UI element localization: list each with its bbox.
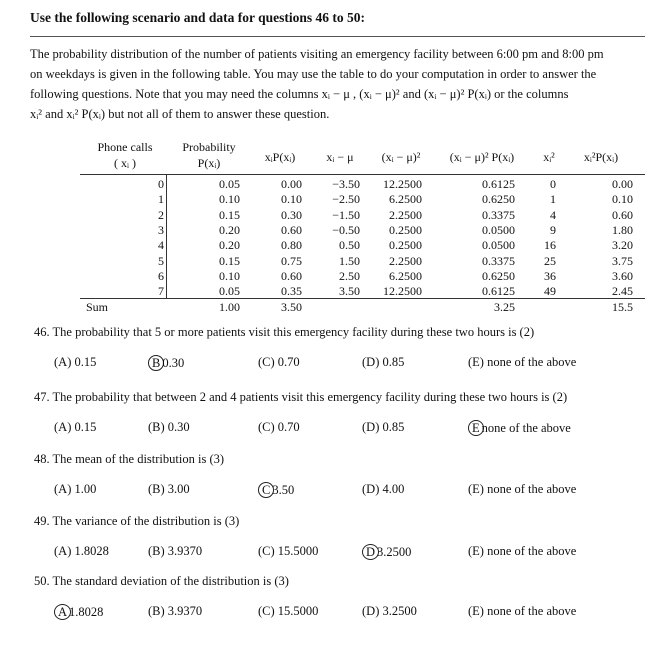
answer-option[interactable] [258,420,300,435]
option-letter: (C) [258,355,275,369]
option-value: 0.15 [74,420,97,434]
cell-phone-calls: 4 [158,238,164,253]
answer-option[interactable] [148,420,190,435]
selected-answer-mark: D [362,544,379,560]
option-value: 4.00 [382,482,405,496]
header-phone-calls-sub: ( xᵢ ) [114,156,136,170]
option-letter: (E) [468,355,484,369]
answer-option[interactable] [258,544,318,559]
cell-x-sq-p: 1.80 [612,222,633,237]
table-col-divider [166,174,167,298]
cell-dev-sq-p: 0.6250 [482,192,515,207]
option-letter: (B) [148,420,165,434]
cell-dev-sq-p: 0.3375 [482,253,515,268]
option-value: 3.2500 [377,545,412,559]
option-value: none of the above [487,604,577,618]
option-letter: (C) [258,604,275,618]
option-value: 1.8028 [74,544,109,558]
answer-option[interactable] [468,604,576,619]
option-value: 0.85 [382,420,405,434]
cell-probability: 0.15 [219,207,240,222]
cell-dev: −3.50 [332,177,360,191]
header-x-sq: xᵢ² [543,150,555,164]
option-value: 0.70 [277,355,300,369]
cell-x-sq-p: 3.60 [612,268,633,283]
sum-probability: 1.00 [219,300,240,314]
cell-xp: 0.60 [281,222,302,237]
cell-xp: 0.10 [281,192,302,207]
header-xp: xᵢP(xᵢ) [264,150,296,164]
cell-dev: −0.50 [332,222,360,237]
option-letter: (C) [258,544,275,558]
table-header-rule [80,174,645,175]
cell-dev-sq-p: 0.6250 [482,268,515,283]
cell-x-sq-p: 0.00 [612,177,633,191]
cell-x-sq: 4 [550,207,556,222]
answer-option[interactable] [54,544,109,559]
cell-dev: −2.50 [332,192,360,207]
cell-x-sq-p: 0.10 [612,192,633,207]
selected-answer-mark: B [148,355,164,371]
cell-dev-sq-p: 0.3375 [482,207,515,222]
intro-line-1: The probability distribution of the number of patients visiting an emergency facility between 6:00 pm and 8:00 pm [30,47,604,61]
intro-line-4: xᵢ² and xᵢ² P(xᵢ) but not all of them to answer these question. [30,107,330,121]
question-47-text: 47. The probability that between 2 and 4 patients visit this emergency facility during these two hours is (2) [34,390,568,404]
answer-option[interactable] [54,482,96,497]
option-value: 0.30 [167,420,190,434]
cell-dev: −1.50 [332,207,360,222]
cell-x-sq: 1 [550,192,556,207]
option-value: 1.00 [74,482,97,496]
option-letter: (B) [148,482,165,496]
selected-answer-mark: E [468,420,484,436]
cell-dev: 1.50 [339,253,360,268]
answer-option[interactable] [362,482,404,497]
sum-label: Sum [86,300,109,314]
question-50-text: 50. The standard deviation of the distribution is (3) [34,574,289,588]
answer-option[interactable] [468,482,576,497]
cell-dev-sq: 6.2500 [389,268,422,283]
option-value: 0.85 [382,355,405,369]
cell-phone-calls: 7 [158,284,164,299]
cell-x-sq: 25 [544,253,556,268]
cell-x-sq: 49 [544,284,556,299]
option-letter: (D) [362,420,380,434]
cell-dev-sq-p: 0.0500 [482,238,515,253]
cell-probability: 0.20 [219,222,240,237]
table-sum-rule [80,298,645,299]
cell-phone-calls: 3 [158,222,164,237]
cell-x-sq-p: 0.60 [612,207,633,222]
option-letter: (E) [468,482,484,496]
cell-probability: 0.10 [219,268,240,283]
sum-x-sq-p: 15.5 [612,300,633,314]
option-letter: (D) [362,355,380,369]
option-letter: (B) [148,604,165,618]
cell-dev-sq: 2.2500 [389,253,422,268]
cell-dev-sq: 2.2500 [389,207,422,222]
option-value: 1.8028 [69,605,104,619]
option-value: 3.9370 [167,604,203,618]
option-value: 0.70 [277,420,300,434]
answer-option[interactable] [148,482,190,497]
option-value: 15.5000 [277,544,319,558]
answer-option[interactable] [54,355,96,370]
cell-x-sq-p: 2.45 [612,284,633,299]
cell-xp: 0.60 [281,268,302,283]
option-letter: (E) [468,604,484,618]
option-letter: (A) [54,544,72,558]
cell-phone-calls: 0 [158,177,164,191]
answer-option[interactable] [148,604,202,619]
answer-option[interactable] [468,355,576,370]
answer-option[interactable] [362,420,404,435]
option-value: none of the above [481,421,571,435]
option-value: 3.2500 [382,604,417,618]
header-phone-calls: Phone calls [97,140,153,154]
answer-option[interactable] [258,604,318,619]
intro-line-2: on weekdays is given in the following table. You may use the table to do your computation in order to answer the [30,67,597,81]
cell-phone-calls: 6 [158,268,164,283]
option-value: 0.30 [162,356,185,370]
question-49-text: 49. The variance of the distribution is (3) [34,514,240,528]
option-letter: (A) [54,420,72,434]
cell-probability: 0.20 [219,238,240,253]
sum-dev-sq-p: 3.25 [494,300,515,314]
header-dev-sq: (xᵢ − μ)² [381,150,421,164]
cell-dev: 0.50 [339,238,360,253]
answer-option[interactable] [468,420,571,436]
answer-option[interactable] [468,544,576,559]
sum-xp: 3.50 [281,300,302,314]
answer-option[interactable] [54,420,96,435]
question-48-text: 48. The mean of the distribution is (3) [34,452,225,466]
cell-dev-sq: 0.2500 [389,238,422,253]
cell-phone-calls: 5 [158,253,164,268]
header-x-sq-p: xᵢ²P(xᵢ) [583,150,619,164]
option-value: 3.00 [167,482,190,496]
option-letter: (A) [54,355,72,369]
option-value: none of the above [487,482,577,496]
option-letter: (B) [148,544,165,558]
answer-option[interactable] [362,355,404,370]
header-probability: Probability [182,140,236,154]
cell-xp: 0.30 [281,207,302,222]
cell-dev-sq: 0.2500 [389,222,422,237]
cell-phone-calls: 2 [158,207,164,222]
cell-xp: 0.35 [281,284,302,299]
cell-dev: 2.50 [339,268,360,283]
answer-option[interactable] [148,355,184,371]
option-letter: (C) [258,420,275,434]
cell-dev-sq: 12.2500 [383,177,422,191]
option-value: 3.9370 [167,544,203,558]
cell-x-sq: 9 [550,222,556,237]
cell-dev-sq-p: 0.6125 [482,177,515,191]
answer-option[interactable] [362,604,417,619]
header-dev-sq-p: (xᵢ − μ)² P(xᵢ) [449,150,515,164]
selected-answer-mark: A [54,604,71,620]
cell-probability: 0.15 [219,253,240,268]
option-letter: (D) [362,482,380,496]
cell-dev: 3.50 [339,284,360,299]
option-value: none of the above [487,544,577,558]
section-heading: Use the following scenario and data for questions 46 to 50: [30,10,366,25]
answer-option[interactable] [54,604,103,620]
cell-dev-sq: 6.2500 [389,192,422,207]
option-value: 3.50 [272,483,295,497]
cell-probability: 0.10 [219,192,240,207]
cell-probability: 0.05 [219,284,240,299]
cell-dev-sq-p: 0.6125 [482,284,515,299]
cell-phone-calls: 1 [158,192,164,207]
cell-xp: 0.80 [281,238,302,253]
cell-x-sq-p: 3.75 [612,253,633,268]
option-value: 15.5000 [277,604,319,618]
answer-option[interactable] [362,544,411,560]
answer-option[interactable] [148,544,202,559]
answer-option[interactable] [258,482,294,498]
option-letter: (D) [362,604,380,618]
question-46-text: 46. The probability that 5 or more patients visit this emergency facility during these two hours is (2) [34,325,535,339]
cell-x-sq-p: 3.20 [612,238,633,253]
cell-dev-sq: 12.2500 [383,284,422,299]
cell-x-sq: 16 [544,238,556,253]
option-letter: (A) [54,482,72,496]
header-probability-sub: P(xᵢ) [197,156,221,170]
selected-answer-mark: C [258,482,274,498]
cell-dev-sq-p: 0.0500 [482,222,515,237]
cell-x-sq: 0 [550,177,556,191]
answer-option[interactable] [258,355,300,370]
cell-xp: 0.00 [281,177,302,191]
probability-table [0,0,669,320]
intro-line-3: following questions. Note that you may need the columns xᵢ − μ , (xᵢ − μ)² and (xᵢ − μ)² P(xᵢ) or the columns [30,87,569,101]
header-dev: xᵢ − μ [326,150,354,164]
option-value: 0.15 [74,355,97,369]
cell-x-sq: 36 [544,268,556,283]
option-value: none of the above [487,355,577,369]
cell-probability: 0.05 [219,177,240,191]
cell-xp: 0.75 [281,253,302,268]
option-letter: (E) [468,544,484,558]
